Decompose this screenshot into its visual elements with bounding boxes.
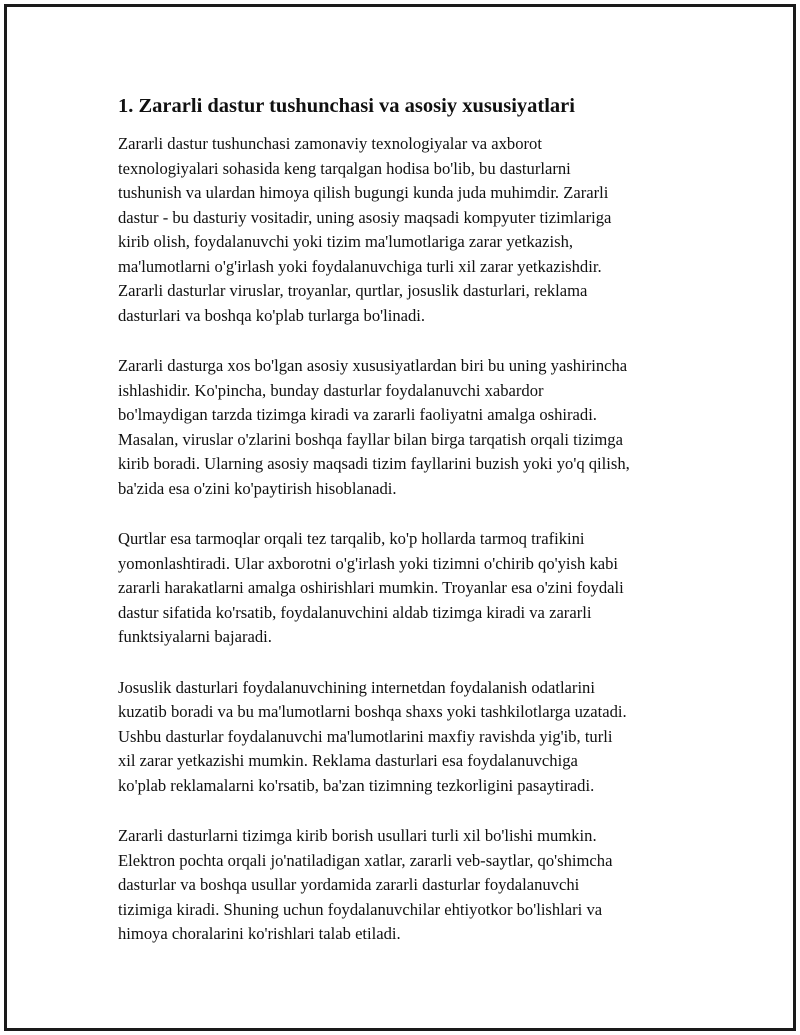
- paragraph-line: Zararli dasturlarni tizimga kirib borish usullari turli xil bo'lishi mumkin.: [118, 826, 597, 845]
- paragraph-line: ishlashidir. Ko'pincha, bunday dasturlar foydalanuvchi xabardor: [118, 380, 544, 400]
- paragraph-line: dasturlari va boshqa ko'plab turlarga bo'linadi.: [118, 305, 426, 325]
- paragraph-line: tizimiga kiradi. Shuning uchun foydalanuvchilar ehtiyotkor bo'lishlari va: [118, 899, 603, 919]
- paragraph-line: Zararli dasturlar viruslar, troyanlar, qurtlar, josuslik dasturlari, reklama: [118, 281, 588, 300]
- paragraph-line: ma'lumotlarni o'g'irlash yoki foydalanuvchiga turli xil zarar yetkazishdir.: [118, 256, 602, 276]
- paragraph-line: dasturlar va boshqa usullar yordamida zararli dasturlar foydalanuvchi: [118, 875, 580, 894]
- paragraph-line: kirib boradi. Ularning asosiy maqsadi tizim fayllarini buzish yoki yo'q qilish,: [118, 454, 630, 473]
- paragraph-line: Zararli dastur tushunchasi zamonaviy texnologiyalar va axborot: [118, 134, 542, 153]
- paragraph-line: himoya choralarini ko'rishlari talab etiladi.: [118, 924, 401, 943]
- paragraph-line: dastur - bu dasturiy vositadir, uning asosiy maqsadi kompyuter tizimlariga: [118, 207, 612, 227]
- paragraph-line: kirib olish, foydalanuvchi yoki tizim ma'lumotlariga zarar yetkazish,: [118, 232, 574, 251]
- paragraph-line: funktsiyalarni bajaradi.: [118, 627, 272, 646]
- paragraph-line: yomonlashtiradi. Ular axborotni o'g'irlash yoki tizimni o'chirib qo'yish kabi: [118, 553, 619, 573]
- paragraph-line: tushunish va ulardan himoya qilish bugungi kunda juda muhimdir. Zararli: [118, 183, 609, 202]
- document-body: [118, 92, 698, 973]
- paragraph-line: dastur sifatida ko'rsatib, foydalanuvchini aldab tizimga kiradi va zararli: [118, 602, 592, 622]
- paragraph-line: Ushbu dasturlar foydalanuvchi ma'lumotlarini maxfiy ravishda yig'ib, turli: [118, 726, 613, 746]
- paragraph-line: bo'lmaydigan tarzda tizimga kiradi va zararli faoliyatni amalga oshiradi.: [118, 405, 597, 424]
- paragraph-line: Zararli dasturga xos bo'lgan asosiy xususiyatlardan biri bu uning yashirincha: [118, 356, 628, 375]
- paragraph-line: ko'plab reklamalarni ko'rsatib, ba'zan tizimning tezkorligini pasaytiradi.: [118, 775, 595, 795]
- paragraph-3: [118, 527, 698, 650]
- paragraph-line: Masalan, viruslar o'zlarini boshqa fayllar bilan birga tarqatish orqali tizimga: [118, 429, 623, 449]
- paragraph-line: Josuslik dasturlari foydalanuvchining internetdan foydalanish odatlarini: [118, 677, 595, 697]
- paragraph-line: Elektron pochta orqali jo'natiladigan xatlar, zararli veb-saytlar, qo'shimcha: [118, 850, 613, 870]
- paragraph-1: [118, 132, 698, 328]
- paragraph-line: xil zarar yetkazishi mumkin. Reklama dasturlari esa foydalanuvchiga: [118, 751, 578, 770]
- paragraph-line: ba'zida esa o'zini ko'paytirish hisoblanadi.: [118, 478, 397, 498]
- paragraph-line: zararli harakatlarni amalga oshirishlari mumkin. Troyanlar esa o'zini foydali: [118, 578, 624, 597]
- paragraph-4: [118, 676, 698, 799]
- document-title: 1. Zararli dastur tushunchasi va asosiy xususiyatlari: [118, 95, 575, 117]
- paragraph-line: Qurtlar esa tarmoqlar orqali tez tarqalib, ko'p hollarda tarmoq trafikini: [118, 529, 585, 548]
- paragraph-line: texnologiyalari sohasida keng tarqalgan hodisa bo'lib, bu dasturlarni: [118, 158, 571, 178]
- paragraph-5: [118, 824, 698, 947]
- paragraph-2: [118, 354, 698, 501]
- paragraph-line: kuzatib boradi va bu ma'lumotlarni boshqa shaxs yoki tashkilotlarga uzatadi.: [118, 702, 627, 721]
